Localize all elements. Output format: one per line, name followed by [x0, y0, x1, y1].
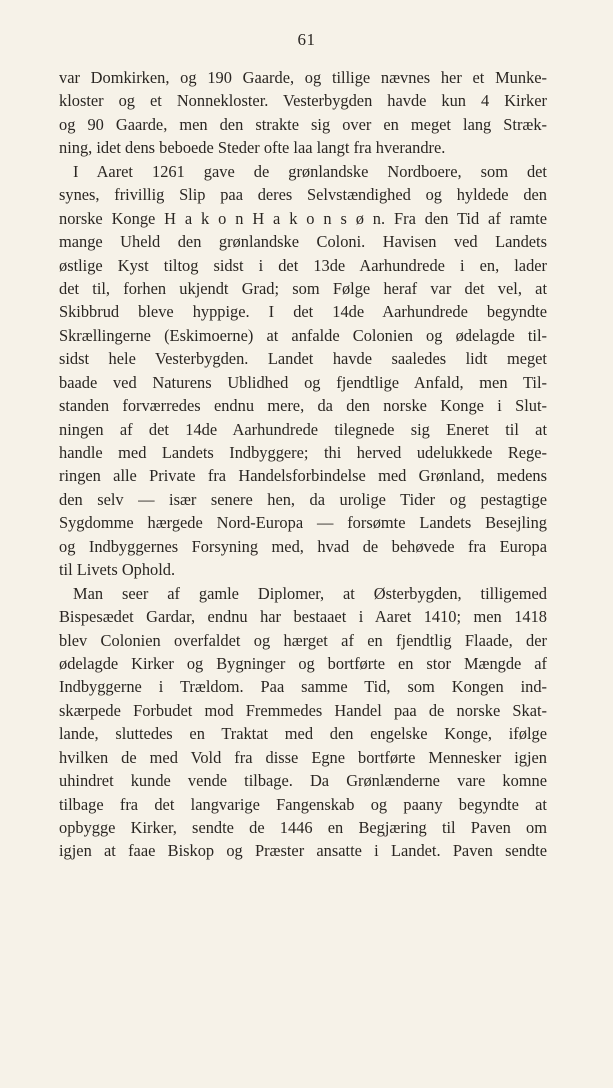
text-line: synes, frivillig Slip paa deres Selvstændighed og hyldede den — [59, 185, 547, 205]
text-line: den selv — især senere hen, da urolige Tider og pestagtige — [59, 489, 547, 509]
text-line: Skibbrud bleve hyppige. I det 14de Aarhundrede begyndte — [59, 302, 547, 322]
text-line: uhindret kunde vende tilbage. Da Grønlænderne vare komne — [59, 771, 547, 791]
text-line: I Aaret 1261 gave de grønlandske Nordboere, som det — [73, 161, 547, 181]
text-line: Man seer af gamle Diplomer, at Østerbygden, tilligemed — [73, 583, 547, 603]
text-line: og 90 Gaarde, men den strakte sig over en meget lang Stræk- — [59, 114, 547, 134]
text-line: hvilken de med Vold fra disse Egne bortførte Mennesker igjen — [59, 747, 547, 767]
text-line: lande, sluttedes en Traktat med den engelske Konge, ifølge — [59, 724, 547, 744]
text-line: opbygge Kirker, sendte de 1446 en Begjæring til Paven om — [59, 818, 547, 837]
text-line: og Indbyggernes Forsyning med, hvad de behøvede fra Europa — [59, 536, 547, 556]
text-line: Indbyggerne i Trældom. Paa samme Tid, som Kongen ind- — [59, 677, 547, 697]
text-line: ningen af det 14de Aarhundrede tilegnede sig Eneret til at — [59, 419, 547, 439]
text-line: Skrællingerne (Eskimoerne) at anfalde Colonien og ødelagde til- — [59, 325, 547, 345]
text-line: østlige Kyst tiltog sidst i det 13de Aarhundrede i en, lader — [59, 255, 547, 275]
text-line: standen forværredes endnu mere, da den norske Konge i Slut- — [59, 396, 547, 416]
text-line: til Livets Ophold. — [59, 560, 176, 580]
text-line: kloster og et Nonnekloster. Vesterbygden havde kun 4 Kirker — [59, 91, 547, 111]
text-line: igjen at faae Biskop og Præster ansatte i Landet. Paven sendte — [59, 841, 547, 861]
text-line: ning, idet dens beboede Steder ofte laa langt fra hverandre. — [59, 138, 446, 158]
text-line: norske Konge H a k o n H a k o n s ø n. Fra den Tid af ramte — [59, 208, 547, 228]
text-line: Bispesædet Gardar, endnu har bestaaet i Aaret 1410; men 1418 — [59, 607, 547, 627]
body-text — [59, 66, 547, 863]
text-line: det til, forhen ukjendt Grad; som Følge heraf var det vel, at — [59, 278, 547, 298]
text-line: Sygdomme hærgede Nord-Europa — forsømte Landets Besejling — [59, 513, 547, 533]
text-line: blev Colonien overfaldet og hærget af en fjendtlig Flaade, der — [59, 630, 547, 650]
text-line: ringen alle Private fra Handelsforbindelse med Grønland, medens — [59, 466, 547, 486]
text-line: handle med Landets Indbyggere; thi herved udelukkede Rege- — [59, 443, 547, 462]
text-line: tilbage fra det langvarige Fangenskab og paany begyndte at — [59, 794, 547, 814]
text-line: baade ved Naturens Ublidhed og fjendtlige Anfald, men Til- — [59, 372, 547, 392]
text-line: ødelagde Kirker og Bygninger og bortførte en stor Mængde af — [59, 653, 547, 673]
text-line: mange Uheld den grønlandske Coloni. Havisen ved Landets — [59, 232, 547, 252]
text-line: var Domkirken, og 190 Gaarde, og tillige nævnes her et Munke- — [59, 68, 547, 87]
text-line: sidst hele Vesterbygden. Landet havde saaledes lidt meget — [59, 349, 547, 369]
page-number: 61 — [297, 30, 316, 49]
text-line: skærpede Forbudet mod Fremmedes Handel paa de norske Skat- — [59, 700, 547, 720]
